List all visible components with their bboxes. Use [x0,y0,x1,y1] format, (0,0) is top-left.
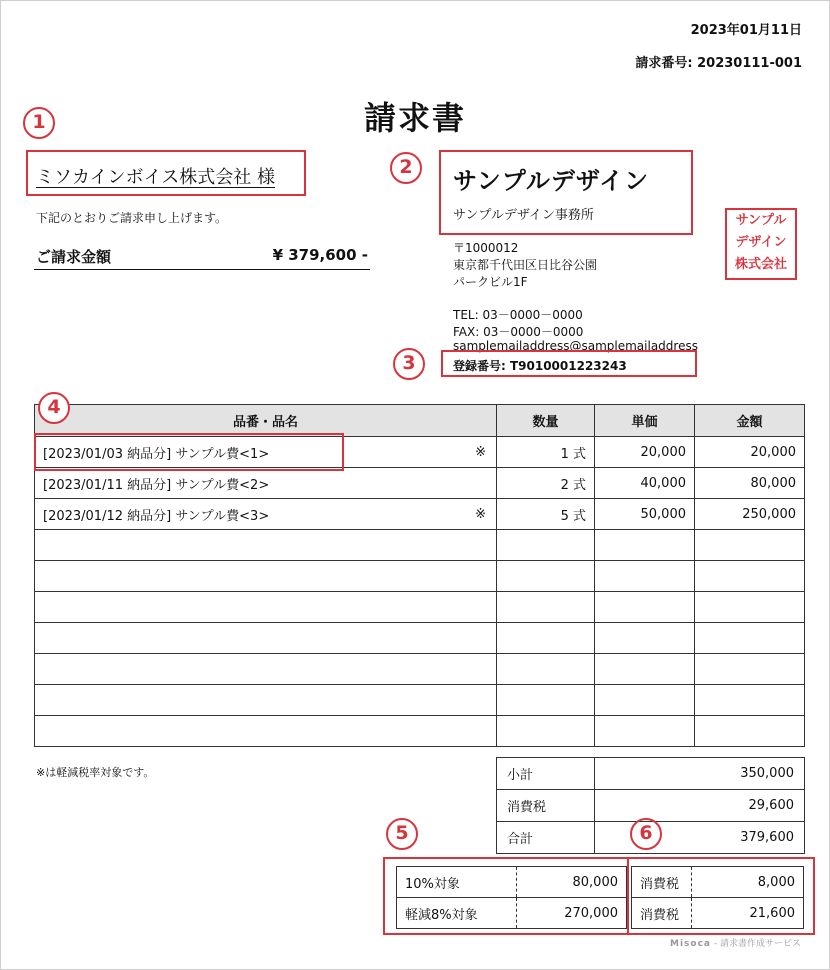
table-header-row [35,405,805,437]
annotation-marker-5: 5 [386,818,418,850]
tax-base-amount: 80,000 [517,867,627,898]
empty-cell [35,561,497,592]
invoice-date: 2023年01月11日 [690,23,802,38]
empty-row [35,592,805,623]
issuer-tel: TEL: 03－0000－0000 [453,308,583,322]
tax-amount: 21,600 [692,898,804,929]
summary-label: 合計 [497,822,595,854]
empty-cell [695,530,805,561]
billing-amount-value: ¥ 379,600 - [272,246,368,264]
items-body [35,437,805,747]
item-price: 40,000 [595,468,695,499]
empty-cell [695,685,805,716]
summary-label: 小計 [497,758,595,790]
billing-amount-line [34,245,370,270]
empty-cell [35,716,497,747]
tax-label: 消費税 [632,867,692,898]
empty-cell [695,623,805,654]
annotation-marker-6: 6 [630,818,662,850]
empty-cell [595,592,695,623]
item-price: 20,000 [595,437,695,468]
item-amount: 80,000 [695,468,805,499]
empty-cell [595,685,695,716]
summary-label: 消費税 [497,790,595,822]
item-name: [2023/01/11 納品分] サンプル費<2> [43,477,270,493]
seal-line: 株式会社 [734,257,787,272]
empty-cell [595,623,695,654]
annotation-box-3 [441,350,697,377]
empty-cell [35,623,497,654]
item-qty: 2 式 [497,468,595,499]
item-qty: 1 式 [497,437,595,468]
empty-row [35,561,805,592]
empty-cell [497,623,595,654]
empty-cell [595,530,695,561]
empty-cell [595,716,695,747]
empty-cell [497,685,595,716]
empty-cell [595,654,695,685]
footer-brand: Misoca [670,939,712,949]
seal-line: デザイン [735,235,787,250]
annotation-marker-1: 1 [23,107,55,139]
empty-cell [695,654,805,685]
empty-cell [35,685,497,716]
item-price: 50,000 [595,499,695,530]
empty-cell [35,654,497,685]
empty-cell [497,654,595,685]
footer-credit [670,936,801,949]
annotation-box-4 [34,433,344,471]
tax-base-amount: 270,000 [517,898,627,929]
empty-cell [695,561,805,592]
annotation-marker-4: 4 [38,392,70,424]
company-seal [725,208,797,280]
issuer-logo: サンプルデザイン [453,167,650,195]
empty-cell [497,561,595,592]
empty-row [35,623,805,654]
summary-row [497,790,805,822]
seal-line: サンプル [735,213,787,228]
reduced-tax-footnote: ※は軽減税率対象です。 [36,766,155,779]
request-message: 下記のとおりご請求申し上げます。 [36,211,228,225]
issuer-fax: FAX: 03－0000－0000 [453,325,584,339]
item-name: [2023/01/12 納品分] サンプル費<3> [43,508,270,524]
annotation-box-2 [439,150,693,235]
empty-row [35,685,805,716]
footer-suffix: - 請求書作成サービス [713,939,801,949]
issuer-address1: 東京都千代田区日比谷公園 [453,258,598,272]
empty-row [35,654,805,685]
reduced-tax-mark: ※ [475,507,486,522]
tax-rate-label: 軽減8%対象 [397,898,517,929]
empty-cell [695,592,805,623]
invoice-number: 請求番号: 20230111-001 [635,56,802,71]
annotation-box-6 [627,857,815,935]
annotation-marker-3: 3 [393,348,425,380]
issuer-postal: 〒1000012 [453,241,519,255]
summary-value: 379,600 [595,822,805,854]
empty-cell [497,530,595,561]
table-row [35,499,805,530]
item-name-cell [35,499,497,530]
issuer-registration: 登録番号: T9010001223243 [453,359,627,373]
issuer-email: samplemailaddress@samplemailaddress [453,339,698,353]
empty-cell [695,716,805,747]
summary-value: 29,600 [595,790,805,822]
billing-amount-label: ご請求金額 [36,248,112,266]
empty-row [35,530,805,561]
annotation-box-5 [383,857,629,935]
empty-cell [497,592,595,623]
reduced-tax-mark: ※ [475,445,486,460]
annotation-box-1 [26,150,306,196]
tax-amount: 8,000 [692,867,804,898]
col-header-qty: 数量 [497,405,595,437]
item-name-cell [35,468,497,499]
tax-rate-label: 10%対象 [397,867,517,898]
tax-label: 消費税 [632,898,692,929]
summary-value: 350,000 [595,758,805,790]
empty-cell [595,561,695,592]
col-header-price: 単価 [595,405,695,437]
item-amount: 20,000 [695,437,805,468]
table-row [35,468,805,499]
empty-cell [35,530,497,561]
col-header-item: 品番・品名 [35,405,497,437]
issuer-company: サンプルデザイン事務所 [453,208,594,223]
annotation-marker-2: 2 [390,152,422,184]
summary-row [497,758,805,790]
item-qty: 5 式 [497,499,595,530]
col-header-amount: 金額 [695,405,805,437]
empty-row [35,716,805,747]
item-name: [2023/01/03 納品分] サンプル費<1> [43,446,270,462]
issuer-address2: パークビル1F [453,275,528,289]
page-title: 請求書 [363,99,466,137]
empty-cell [35,592,497,623]
recipient-name: ミソカインボイス株式会社 様 [36,167,276,188]
item-amount: 250,000 [695,499,805,530]
empty-cell [497,716,595,747]
